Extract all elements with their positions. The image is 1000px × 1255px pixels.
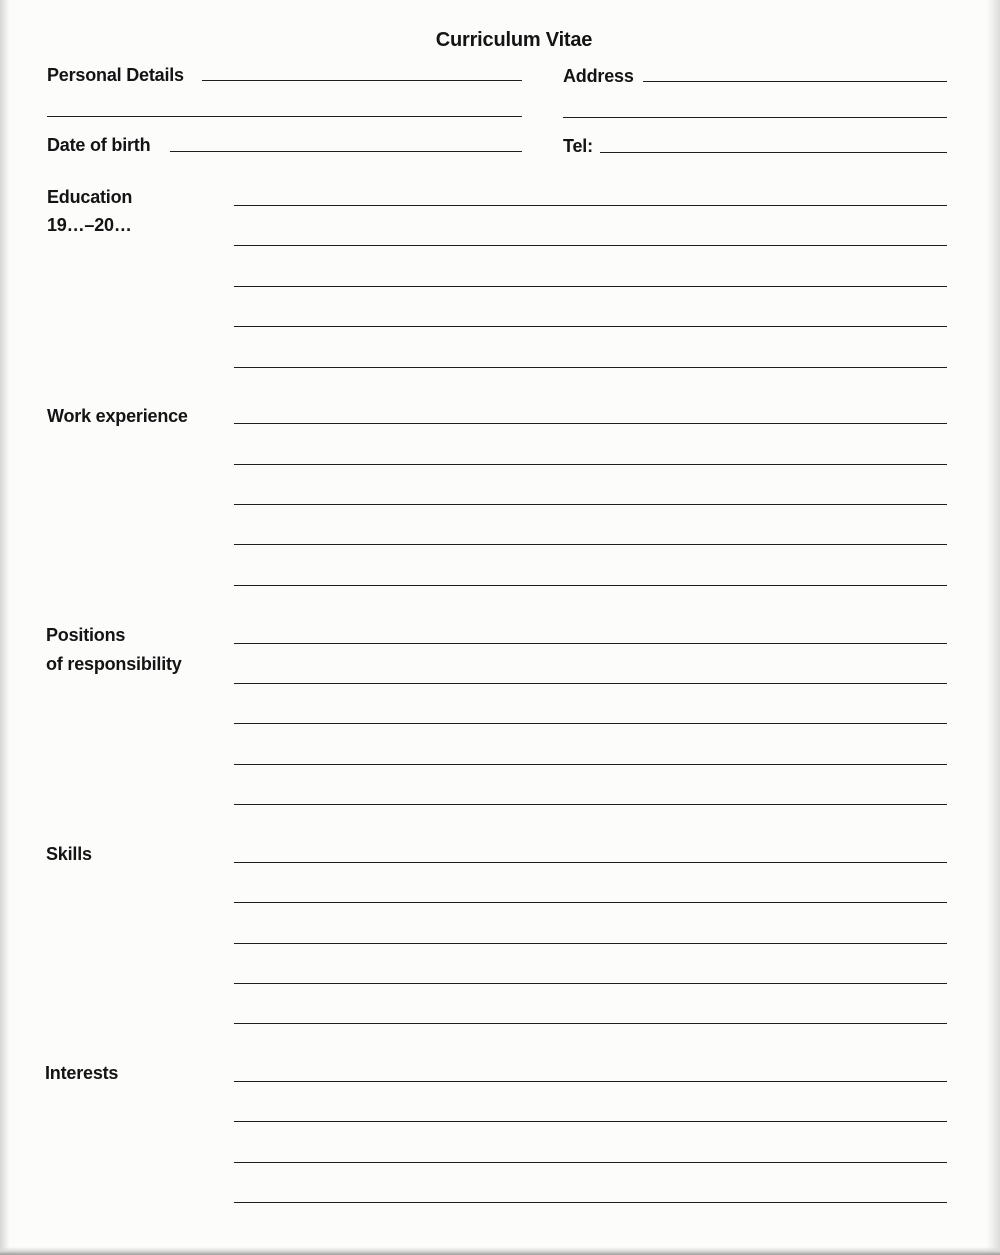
positions-line[interactable] bbox=[234, 804, 947, 805]
positions-line[interactable] bbox=[234, 643, 947, 644]
address-label: Address bbox=[563, 66, 634, 86]
skills-line[interactable] bbox=[234, 862, 947, 863]
work-experience-line[interactable] bbox=[234, 464, 947, 465]
education-label: Education bbox=[47, 187, 133, 207]
personal-details-label: Personal Details bbox=[47, 65, 184, 85]
interests-label: Interests bbox=[45, 1063, 119, 1083]
education-line[interactable] bbox=[234, 326, 947, 327]
page-edge-shadow-right bbox=[986, 0, 1000, 1255]
date-of-birth-label: Date of birth bbox=[47, 135, 151, 155]
skills-line[interactable] bbox=[234, 1023, 947, 1024]
work-experience-line[interactable] bbox=[234, 423, 947, 424]
skills-line[interactable] bbox=[234, 902, 947, 903]
page-edge-shadow-left bbox=[0, 0, 10, 1255]
education-line[interactable] bbox=[234, 286, 947, 287]
positions-label-line2: of responsibility bbox=[46, 654, 182, 674]
education-line[interactable] bbox=[234, 205, 947, 206]
date-of-birth-line[interactable] bbox=[170, 151, 522, 152]
work-experience-label: Work experience bbox=[47, 406, 188, 426]
education-years-label: 19…–20… bbox=[47, 215, 132, 235]
positions-label-line1: Positions bbox=[46, 625, 126, 645]
work-experience-line[interactable] bbox=[234, 504, 947, 505]
address-line[interactable] bbox=[643, 81, 947, 82]
interests-line[interactable] bbox=[234, 1121, 947, 1122]
positions-line[interactable] bbox=[234, 764, 947, 765]
personal-details-line[interactable] bbox=[202, 80, 522, 81]
skills-line[interactable] bbox=[234, 943, 947, 944]
skills-line[interactable] bbox=[234, 983, 947, 984]
tel-label: Tel: bbox=[563, 136, 593, 156]
interests-line[interactable] bbox=[234, 1162, 947, 1163]
work-experience-line[interactable] bbox=[234, 544, 947, 545]
tel-line[interactable] bbox=[600, 152, 947, 153]
work-experience-line[interactable] bbox=[234, 585, 947, 586]
interests-line[interactable] bbox=[234, 1202, 947, 1203]
skills-label: Skills bbox=[46, 844, 92, 864]
interests-line[interactable] bbox=[234, 1081, 947, 1082]
address-line-2[interactable] bbox=[563, 117, 947, 118]
personal-details-line-2[interactable] bbox=[47, 116, 522, 117]
positions-line[interactable] bbox=[234, 723, 947, 724]
positions-line[interactable] bbox=[234, 683, 947, 684]
page-edge-shadow-bottom bbox=[0, 1247, 1000, 1255]
form-title: Curriculum Vitae bbox=[435, 29, 593, 51]
education-line[interactable] bbox=[234, 367, 947, 368]
education-line[interactable] bbox=[234, 245, 947, 246]
